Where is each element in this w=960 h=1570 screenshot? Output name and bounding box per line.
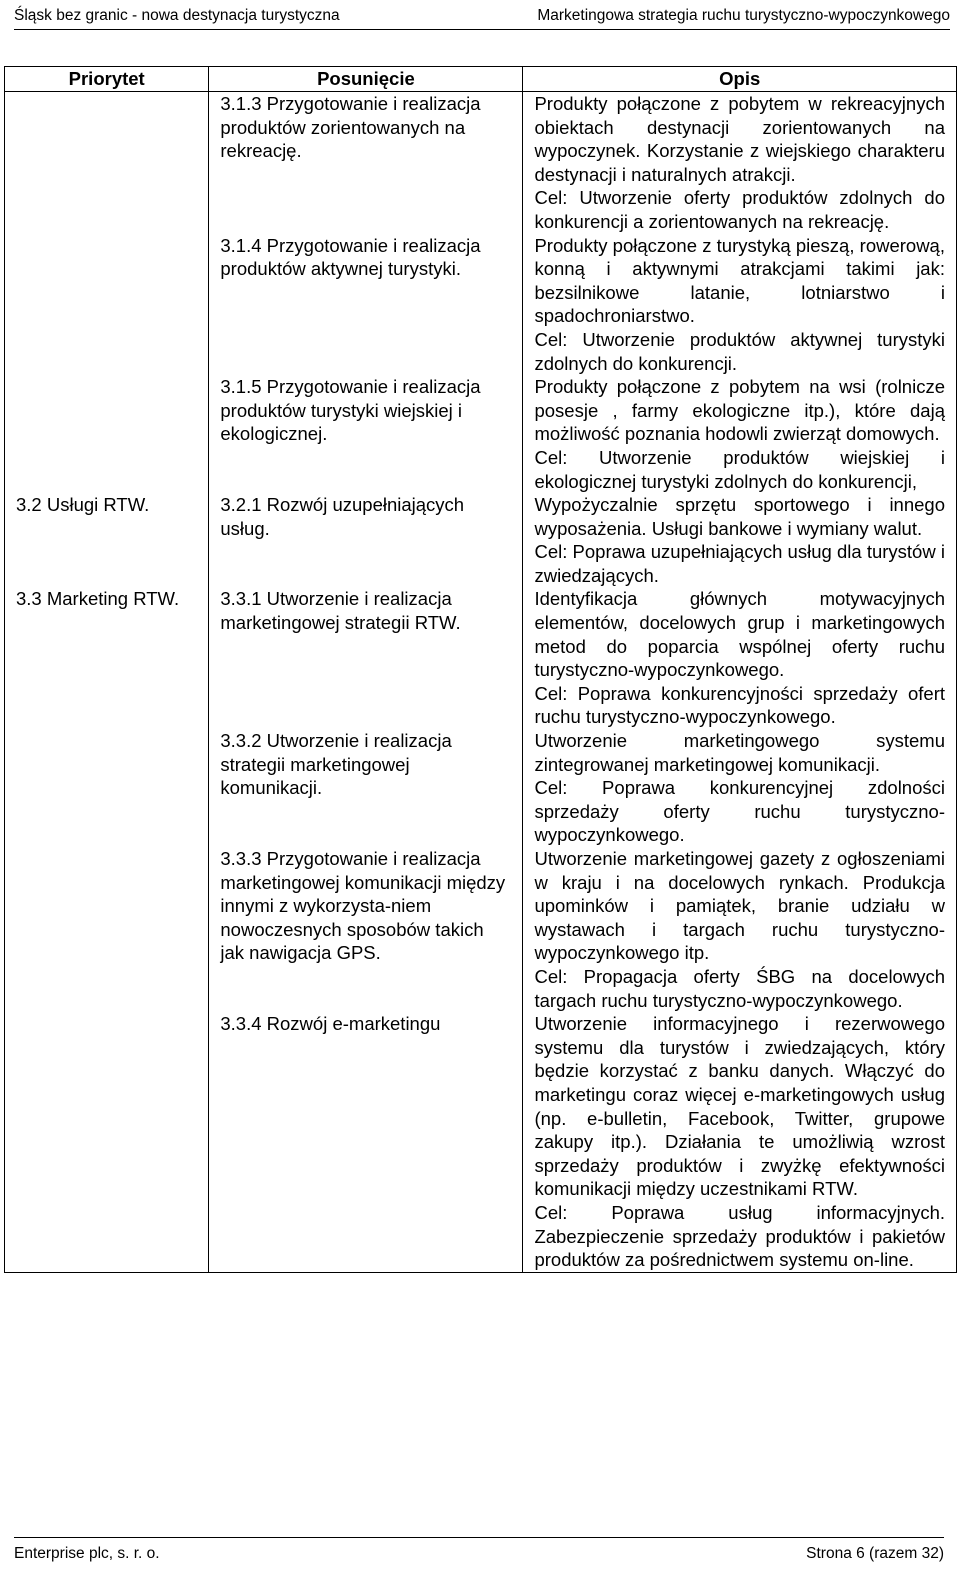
description-goal: Cel: Poprawa konkurencyjności sprzedaży ofert ruchu turystyczno-wypoczynkowego.	[534, 682, 945, 728]
cell-priority: 3.2 Usługi RTW.	[5, 493, 209, 587]
cell-action: 3.3.3 Przygotowanie i realizacja marketingowej komunikacji między innymi z wykorzysta-niem nowoczesnych sposobów takich jak nawigacja GPS.	[209, 847, 523, 1012]
description-text: Utworzenie informacyjnego i rezerwowego systemu dla turystów i zwiedzających, który będzie korzystać z banku danych. Włączyć do marketingu coraz więcej e-marketingowych usług (np. e-bulletin, Facebook, Twitter, grupowe zakupy itp.). Działania te umożliwią wzrost sprzedaży produktów i zwyżkę efektywności komunikacji między uczestnikami RTW.	[534, 1013, 945, 1200]
strategy-table	[4, 66, 957, 1273]
column-header-priority: Priorytet	[5, 67, 209, 92]
table-row	[5, 729, 957, 847]
description-goal: Cel: Propagacja oferty ŚBG na docelowych targach ruchu turystyczno-wypoczynkowego.	[534, 965, 945, 1011]
description-text: Utworzenie marketingowego systemu zintegrowanej marketingowej komunikacji.	[534, 730, 945, 775]
description-goal: Cel: Poprawa uzupełniających usług dla turystów i zwiedzających.	[534, 541, 945, 586]
footer-company: Enterprise plc, s. r. o.	[14, 1544, 160, 1562]
cell-priority: 3.3 Marketing RTW.	[5, 587, 209, 729]
footer-page-number: Strona 6 (razem 32)	[806, 1544, 944, 1562]
column-header-description: Opis	[523, 67, 957, 92]
cell-description	[523, 92, 957, 234]
cell-action: 3.2.1 Rozwój uzupełniających usług.	[209, 493, 523, 587]
cell-priority	[5, 847, 209, 1012]
table-row	[5, 92, 957, 234]
description-text: Produkty połączone z pobytem w rekreacyjnych obiektach destynacji zorientowanych na wypoczynek. Korzystanie z wiejskiego charakteru destynacji i naturalnych atrakcji.	[534, 93, 945, 185]
header-title-right: Marketingowa strategia ruchu turystyczno-wypoczynkowego	[537, 7, 950, 24]
cell-description	[523, 234, 957, 376]
description-goal: Cel: Poprawa konkurencyjnej zdolności sprzedaży oferty ruchu turystyczno-wypoczynkowego.	[534, 777, 945, 846]
description-text: Identyfikacja głównych motywacyjnych elementów, docelowych grup i marketingowych metod do poparcia wspólnej oferty ruchu turystyczno-wypoczynkowego.	[534, 588, 945, 681]
table-row	[5, 234, 957, 376]
cell-action: 3.1.3 Przygotowanie i realizacja produktów zorientowanych na rekreację.	[209, 92, 523, 234]
cell-priority	[5, 1012, 209, 1272]
cell-description	[523, 587, 957, 729]
description-goal: Cel: Utworzenie produktów aktywnej turystyki zdolnych do konkurencji.	[534, 328, 945, 374]
cell-description	[523, 375, 957, 493]
cell-description	[523, 1012, 957, 1272]
cell-description	[523, 729, 957, 847]
description-goal: Cel: Utworzenie produktów wiejskiej i ekologicznej turystyki zdolnych do konkurencji,	[534, 446, 945, 492]
cell-description	[523, 847, 957, 1012]
cell-action: 3.1.5 Przygotowanie i realizacja produktów turystyki wiejskiej i ekologicznej.	[209, 375, 523, 493]
description-goal: Cel: Utworzenie oferty produktów zdolnych do konkurencji a zorientowanych na rekreację.	[534, 187, 945, 232]
description-text: Utworzenie marketingowej gazety z ogłoszeniami w kraju i na docelowych rynkach. Produkcja upominków i pamiątek, branie udziału w wystawach i targach ruchu turystyczno-wypoczynkowego itp.	[534, 848, 945, 964]
cell-priority	[5, 729, 209, 847]
cell-action: 3.1.4 Przygotowanie i realizacja produktów aktywnej turystyki.	[209, 234, 523, 376]
table-header-row	[5, 67, 957, 92]
cell-priority	[5, 375, 209, 493]
page-header	[14, 0, 950, 30]
page-footer	[14, 1537, 944, 1567]
column-header-action: Posunięcie	[209, 67, 523, 92]
table-row	[5, 587, 957, 729]
cell-priority	[5, 234, 209, 376]
cell-action: 3.3.4 Rozwój e-marketingu	[209, 1012, 523, 1272]
cell-priority	[5, 92, 209, 234]
description-text: Produkty połączone z turystyką pieszą, rowerową, konną i aktywnymi atrakcjami takimi jak: bezsilnikowe latanie, lotniarstwo i spadochroniarstwo.	[534, 234, 945, 327]
header-title-left: Śląsk bez granic - nowa destynacja turystyczna	[14, 7, 340, 24]
cell-description	[523, 493, 957, 587]
table-row	[5, 375, 957, 493]
description-text: Produkty połączone z pobytem na wsi (rolnicze posesje , farmy ekologiczne itp.), które dają możliwość poznania hodowli zwierząt domowych.	[534, 376, 945, 445]
description-text: Wypożyczalnie sprzętu sportowego i innego wyposażenia. Usługi bankowe i wymiany walut.	[534, 494, 945, 539]
cell-action: 3.3.1 Utworzenie i realizacja marketingowej strategii RTW.	[209, 587, 523, 729]
cell-action: 3.3.2 Utworzenie i realizacja strategii marketingowej komunikacji.	[209, 729, 523, 847]
table-row	[5, 847, 957, 1012]
description-goal: Cel: Poprawa usług informacyjnych. Zabezpieczenie sprzedaży produktów i pakietów produktów za pośrednictwem systemu on-line.	[534, 1201, 945, 1271]
table-row	[5, 493, 957, 587]
table-row	[5, 1012, 957, 1272]
